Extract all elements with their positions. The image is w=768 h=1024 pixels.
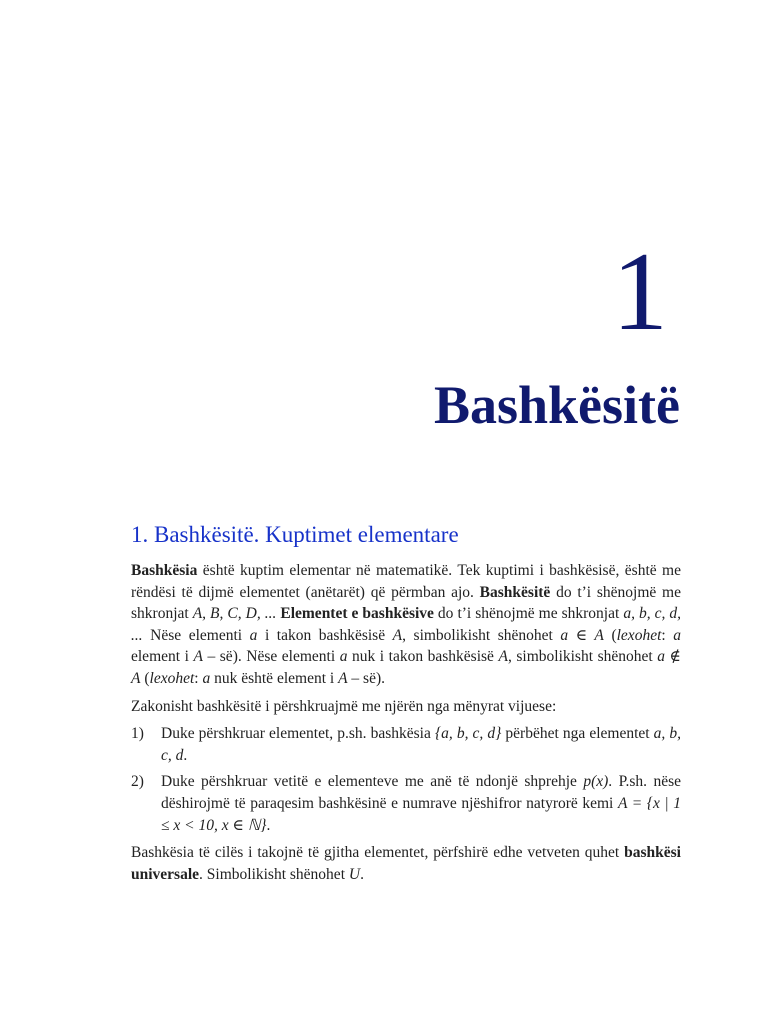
math-expression: a, b, c, d, ...: [131, 605, 681, 644]
list-number: 1): [131, 725, 144, 743]
paragraph-definitions: Bashkësia është kuptim elementar në matematikë. Tek kuptimi i bashkësisë, është me rëndësi të dijmë elementet (anëtarët) që përmban ajo. Bashkësitë do t’i shënojmë me shkronjat A, B, C, D, ... Elementet e bashkësive do t’i shënojmë me shkronjat a, b, c, d, ... Nëse elementi a i takon bashkësisë A, simbolikisht shënohet a ∈ A (lexohet: a element i A – së). Nëse elementi a nuk i takon bashkësisë A, simbolikisht shënohet a ∉ A (lexohet: a nuk është element i A – së).: [131, 562, 681, 687]
math-expression: U: [348, 865, 361, 883]
math-expression: {a, b, c, d}: [434, 725, 502, 743]
bold-term: Elementet e bashkësive: [280, 605, 434, 623]
math-expression: A = {x | 1 ≤ x < 10, x ∈ ℕ}: [161, 794, 681, 834]
list-item: [131, 771, 681, 836]
methods-list: [131, 723, 681, 836]
math-expression: a ∉ A: [131, 648, 681, 687]
chapter-title: Bashkësitë: [433, 375, 680, 435]
math-expression: a: [673, 626, 681, 644]
italic-word: lexohet: [616, 626, 662, 644]
math-expression: a, b, c, d: [161, 725, 682, 764]
bold-term: Bashkësia: [131, 562, 198, 579]
paragraph-universal-set: Bashkësia të cilës i takojnë të gjitha elementet, përfshirë edhe vetveten quhet bashkësi universale. Simbolikisht shënohet U.: [131, 844, 681, 883]
math-expression: a: [202, 669, 211, 687]
math-expression: a: [339, 648, 348, 666]
math-expression: A: [392, 626, 403, 644]
math-expression: A, B, C, D, ...: [192, 605, 277, 623]
math-expression: a ∈ A: [560, 626, 604, 644]
math-expression: a: [249, 626, 258, 644]
section-heading: 1. Bashkësitë. Kuptimet elementare: [131, 522, 459, 547]
math-expression: p(x): [583, 773, 609, 791]
bold-term: Bashkësitë: [479, 583, 551, 601]
math-expression: A: [498, 648, 508, 666]
body-content: [131, 560, 681, 891]
math-expression: A: [338, 669, 348, 687]
chapter-number: 1: [612, 230, 668, 354]
list-item-text: Duke përshkruar elementet, p.sh. bashkësia {a, b, c, d} përbëhet nga elementet a, b, c, d.: [161, 725, 682, 764]
bold-term: bashkësi universale: [131, 844, 681, 883]
list-item-text: Duke përshkruar vetitë e elementeve me anë të ndonjë shprehje p(x). P.sh. nëse dëshirojmë të paraqesim bashkësinë e numrave njëshifror natyrorë kemi A = {x | 1 ≤ x < 10, x ∈ ℕ}.: [161, 773, 681, 834]
italic-word: lexohet: [149, 669, 195, 687]
paragraph-intro-list: Zakonisht bashkësitë i përshkruajmë me njërën nga mënyrat vijuese:: [131, 697, 557, 715]
list-item: [131, 723, 681, 766]
list-number: 2): [131, 773, 144, 791]
math-expression: A: [193, 648, 203, 666]
